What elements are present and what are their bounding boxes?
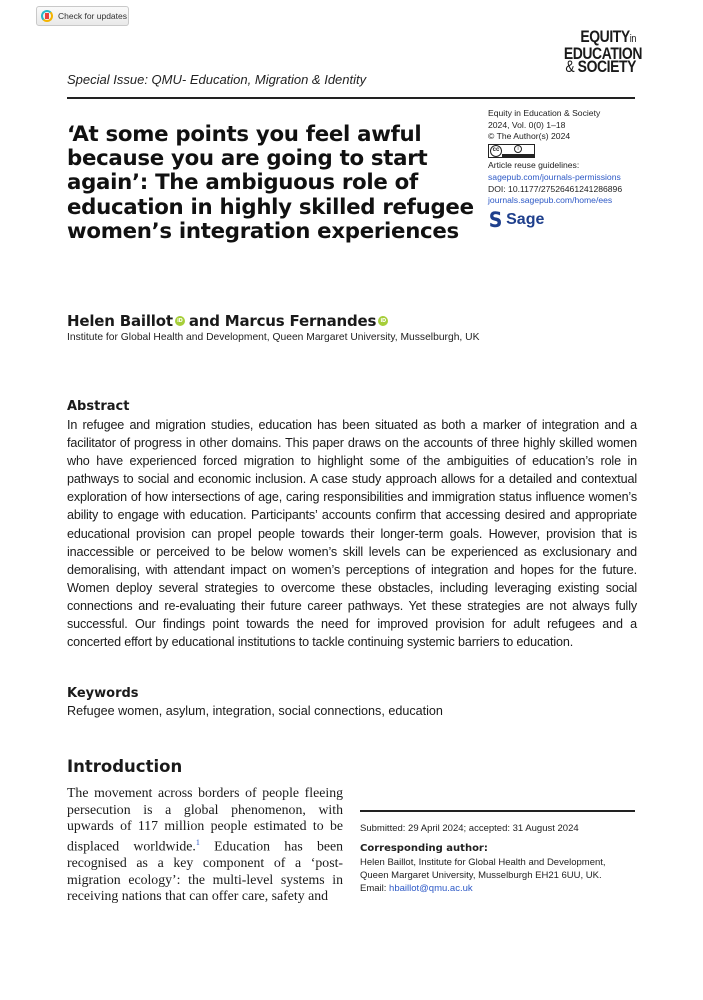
header-rule: [67, 97, 635, 99]
corresponding-line1: Helen Baillot, Institute for Global Health and Development,: [360, 856, 606, 868]
footnote: [360, 822, 650, 895]
orcid-icon[interactable]: iD: [175, 316, 185, 326]
article-meta: [488, 108, 698, 230]
keywords-heading: Keywords: [67, 686, 139, 701]
meta-doi: DOI: 10.1177/27526461241286896: [488, 183, 623, 194]
abstract-heading: Abstract: [67, 399, 130, 414]
intro-text-before: The movement across borders of people fleeing persecution is a global phenomenon, with upwards of 117 million people estimated to be displaced worldwide.: [67, 785, 343, 854]
corresponding-heading: Corresponding author:: [360, 843, 488, 855]
by-bar: [502, 154, 534, 157]
person-icon: i: [514, 145, 522, 153]
journal-link[interactable]: journals.sagepub.com/home/ees: [488, 195, 613, 206]
logo-line3: SOCIETY: [577, 57, 636, 76]
check-for-updates-button[interactable]: [36, 6, 129, 26]
special-issue-label: Special Issue: QMU- Education, Migration & Identity: [67, 72, 367, 87]
keywords-text: Refugee women, asylum, integration, social connections, education: [67, 704, 443, 718]
logo-amp: &: [565, 57, 575, 76]
orcid-icon[interactable]: iD: [378, 316, 388, 326]
logo-line1-small: in: [629, 33, 636, 45]
journal-logo: [563, 27, 642, 76]
footnote-ref-link[interactable]: 1: [195, 837, 200, 847]
author-2[interactable]: Marcus Fernandes: [224, 312, 377, 330]
check-updates-icon: [41, 10, 53, 22]
abstract-text: In refugee and migration studies, education has been situated as both a marker of integration and a facilitator of progress in other domains. This paper draws on the accounts of three highly skilled women who have experienced forced migration to highlight some of the ambiguities of education’s role in pathways to social and economic inclusion. A case study approach allows for a detailed and contextual exploration of how intersections of age, caring responsibilities and immigration status influence women’s ability to engage with education. Participants’ accounts confirm that accessing desired and appropriate educational provision can propel people towards their longer-term goals. However, provision that is inaccessible or perceived to be below women’s skill levels can be experienced as exclusionary and demoralising, with attendant impact on women’s perceptions of integration and hopes for the future. Women deploy several strategies to overcome these obstacles, including leveraging existing social connections and re-evaluating their future career pathways. Yet these strategies are not always fully successful. Our findings point towards the need for improved provision for adult refugees and a concerted effort by educational institutions to tackle continuing systemic barriers to education.: [67, 418, 637, 650]
sage-s-icon: S: [488, 207, 503, 232]
sage-wordmark: Sage: [506, 211, 545, 229]
author-1[interactable]: Helen Baillot: [67, 312, 173, 330]
meta-copyright: © The Author(s) 2024: [488, 131, 571, 142]
author-joiner: and: [188, 312, 220, 330]
logo-line1: EQUITY: [580, 27, 630, 46]
authors: [67, 312, 392, 330]
meta-volume: 2024, Vol. 0(0) 1–18: [488, 119, 566, 130]
introduction-heading: Introduction: [67, 757, 183, 776]
corresponding-line2: Queen Margaret University, Musselburgh EH21 6UU, UK.: [360, 869, 602, 881]
cc-by-icon[interactable]: [488, 144, 535, 158]
email-link[interactable]: hbaillot@qmu.ac.uk: [389, 883, 473, 895]
affiliation: Institute for Global Health and Development, Queen Margaret University, Musselburgh, UK: [67, 332, 480, 343]
article-title: ‘At some points you feel awful because you are going to start again’: The ambiguous role of education in highly skilled refugee women’s integration experiences: [67, 122, 474, 244]
submission-dates: Submitted: 29 April 2024; accepted: 31 August 2024: [360, 823, 579, 834]
intro-text-after: Education has been recognised as a key component of a ‘post-migration ecology’: the multi-level systems in receiving nations that can offer care, safety and: [67, 838, 343, 904]
check-for-updates-label: Check for updates: [58, 11, 127, 21]
cc-icon: cc: [490, 145, 502, 157]
email-label: Email:: [360, 883, 390, 895]
reuse-link[interactable]: sagepub.com/journals-permissions: [488, 171, 621, 182]
meta-journal: Equity in Education & Society: [488, 108, 601, 118]
sage-logo: [488, 207, 698, 232]
footnote-rule: [360, 810, 635, 812]
introduction-text: [67, 785, 343, 905]
logo-line2: EDUCATION: [563, 43, 642, 63]
meta-reuse-label: Article reuse guidelines:: [488, 160, 580, 171]
